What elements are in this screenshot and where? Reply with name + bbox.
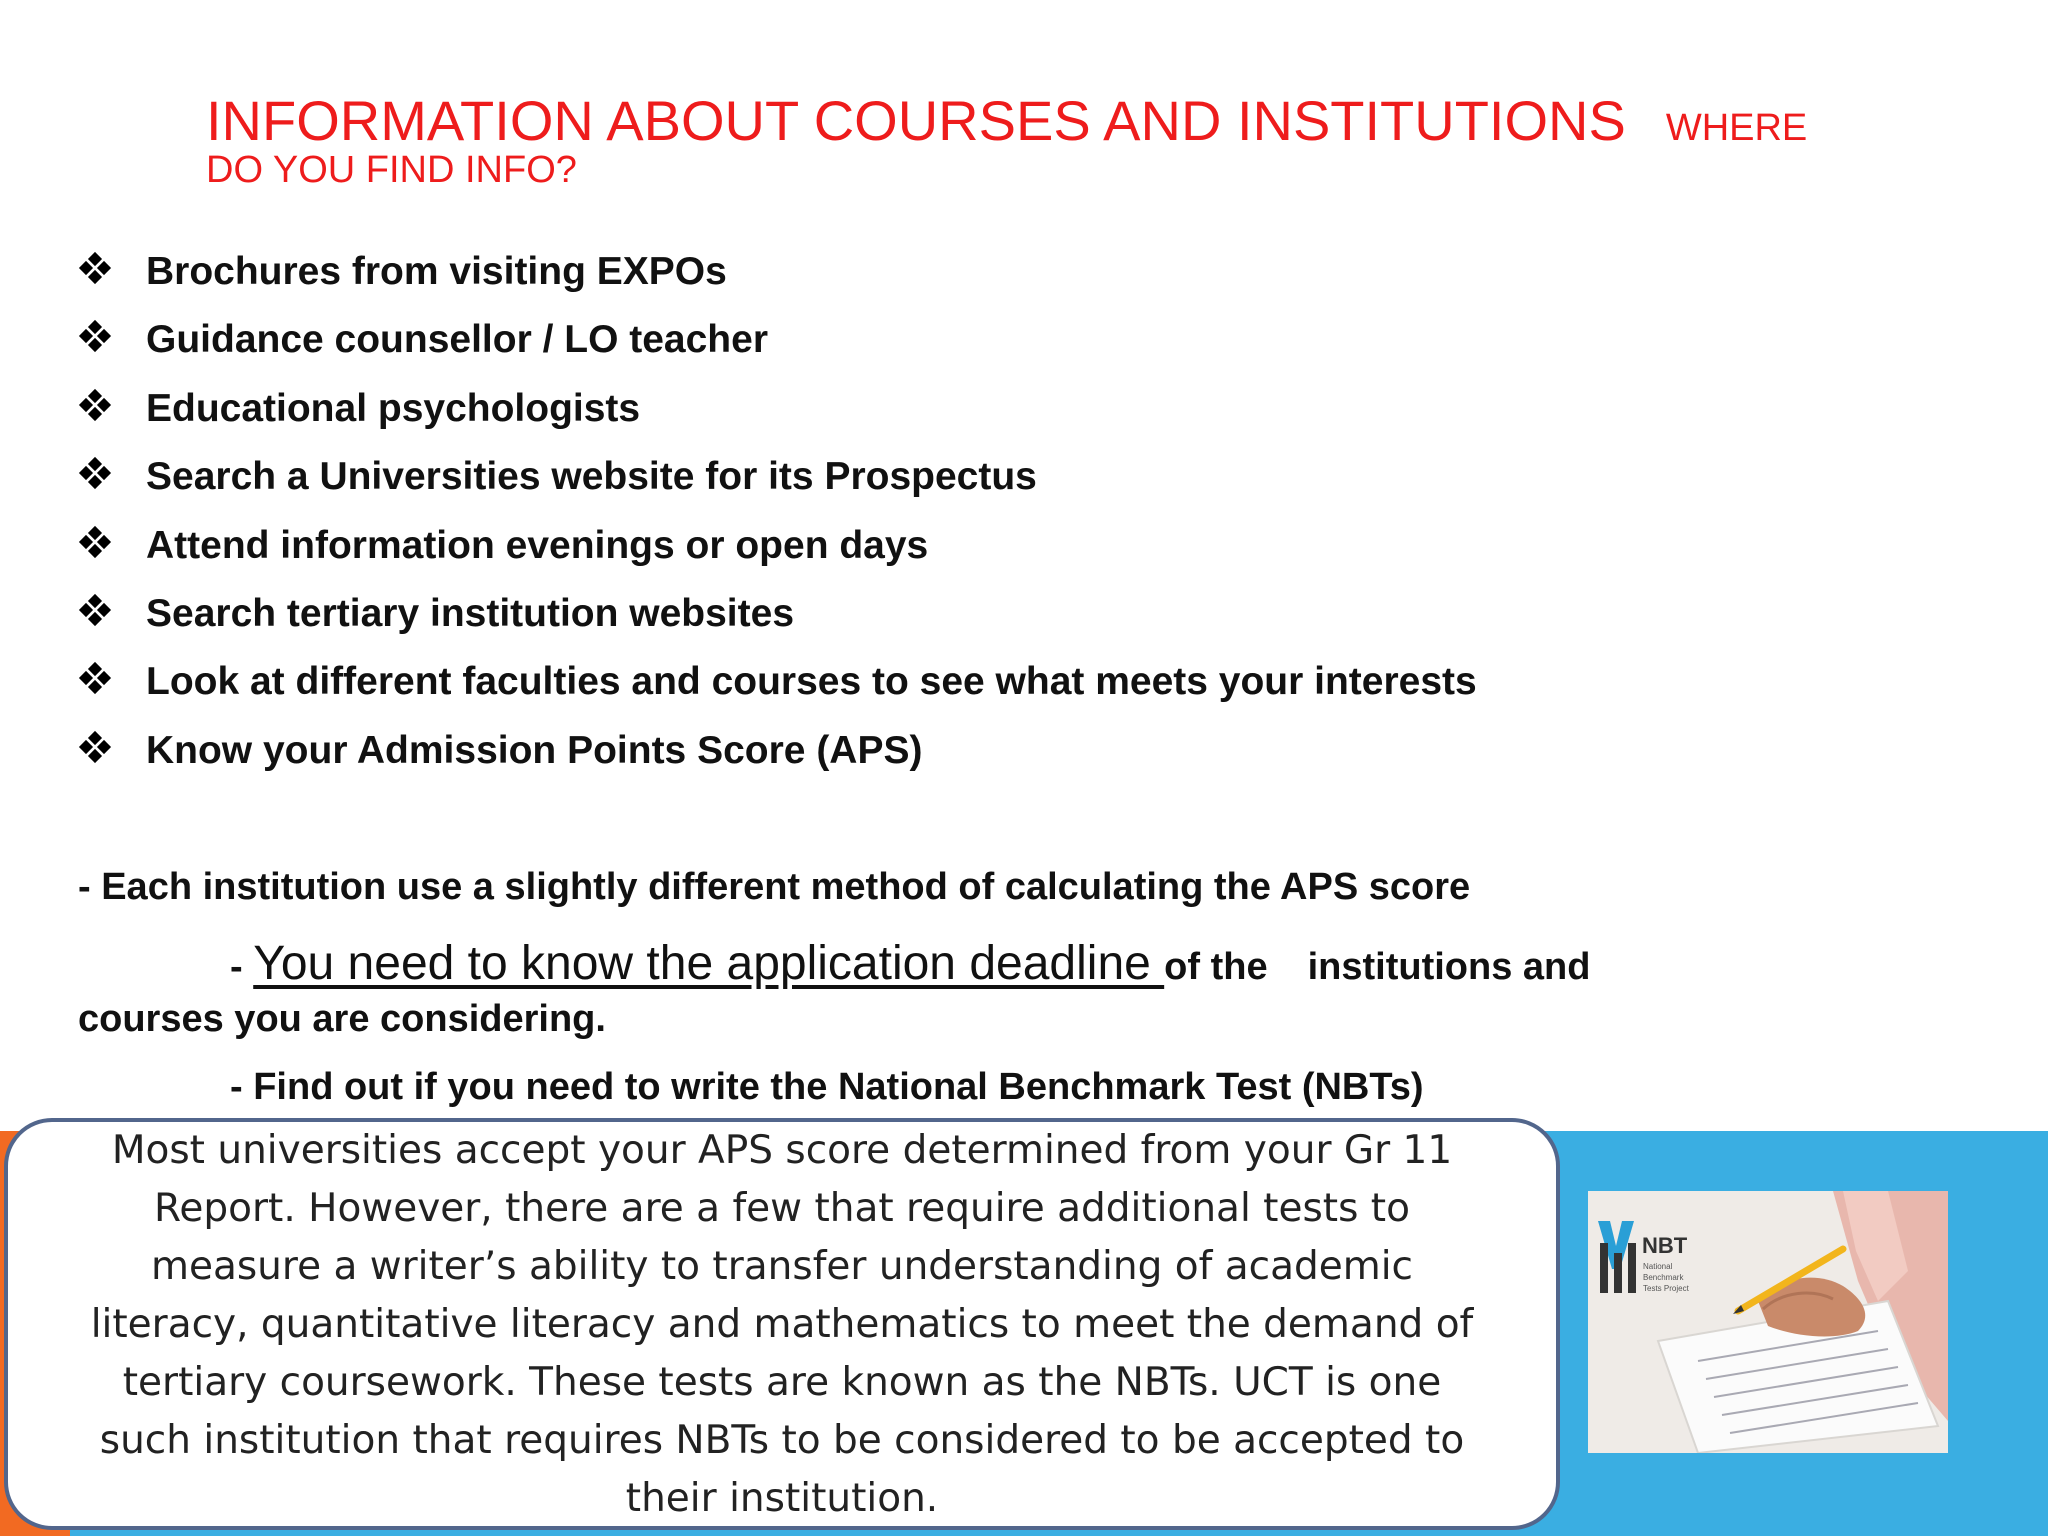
bullet-text: Guidance counsellor / LO teacher xyxy=(146,318,769,362)
slide-title xyxy=(206,89,1906,191)
bullet-text: Search tertiary institution websites xyxy=(146,591,795,635)
callout-line: Most universities accept your APS score determined from your Gr 11 xyxy=(111,1128,1453,1173)
four-diamond-bullet-icon xyxy=(78,457,112,491)
deadline-rest-1: of the xyxy=(1164,946,1268,988)
logo-line-1: National xyxy=(1643,1262,1673,1271)
bullet-text: Know your Admission Points Score (APS) xyxy=(146,728,923,772)
deadline-emphasis: You need to know the application deadline xyxy=(253,937,1165,990)
logo-line-2: Benchmark xyxy=(1643,1273,1684,1282)
deadline-prefix: - xyxy=(230,946,254,988)
title-sub-part2: DO YOU FIND INFO? xyxy=(206,148,577,191)
four-diamond-bullet-icon xyxy=(78,389,112,423)
callout-line: Report. However, there are a few that require additional tests to xyxy=(154,1186,1410,1231)
aps-method-note: - Each institution use a slightly different method of calculating the APS score xyxy=(78,866,1471,908)
callout-line: literacy, quantitative literacy and mathematics to meet the demand of xyxy=(90,1302,1474,1347)
four-diamond-bullet-icon xyxy=(78,662,112,696)
four-diamond-bullet-icon xyxy=(78,252,112,286)
title-main: INFORMATION ABOUT COURSES AND INSTITUTIONS xyxy=(206,89,1626,152)
bullet-text: Look at different faculties and courses to see what meets your interests xyxy=(146,660,1477,704)
four-diamond-bullet-icon xyxy=(78,731,112,765)
deadline-note xyxy=(230,936,1590,991)
callout-line: measure a writer’s ability to transfer understanding of academic xyxy=(150,1244,1414,1289)
bullet-text: Search a Universities website for its Prospectus xyxy=(146,455,1037,499)
nbt-callout-box xyxy=(4,1118,1560,1530)
logo-line-3: Tests Project xyxy=(1643,1284,1689,1293)
title-sub-part1: WHERE xyxy=(1665,107,1808,149)
nbt-test-photo xyxy=(1588,1191,1948,1453)
bullet-text: Attend information evenings or open days xyxy=(146,523,929,567)
bullet-text: Brochures from visiting EXPOs xyxy=(146,250,727,293)
callout-line: such institution that requires NBTs to be considered to be accepted to xyxy=(99,1418,1465,1463)
four-diamond-bullet-icon xyxy=(78,526,112,560)
nbt-note: - Find out if you need to write the National Benchmark Test (NBTs) xyxy=(230,1066,1424,1108)
callout-line: tertiary coursework. These tests are known as the NBTs. UCT is one xyxy=(122,1360,1442,1405)
logo-abbr: NBT xyxy=(1642,1233,1688,1258)
four-diamond-bullet-icon xyxy=(78,594,112,628)
deadline-rest-2: institutions and xyxy=(1307,946,1591,988)
callout-line: their institution. xyxy=(625,1476,939,1521)
four-diamond-bullet-icon xyxy=(78,320,112,354)
bullet-text: Educational psychologists xyxy=(146,386,641,430)
deadline-continuation: courses you are considering. xyxy=(78,998,606,1040)
